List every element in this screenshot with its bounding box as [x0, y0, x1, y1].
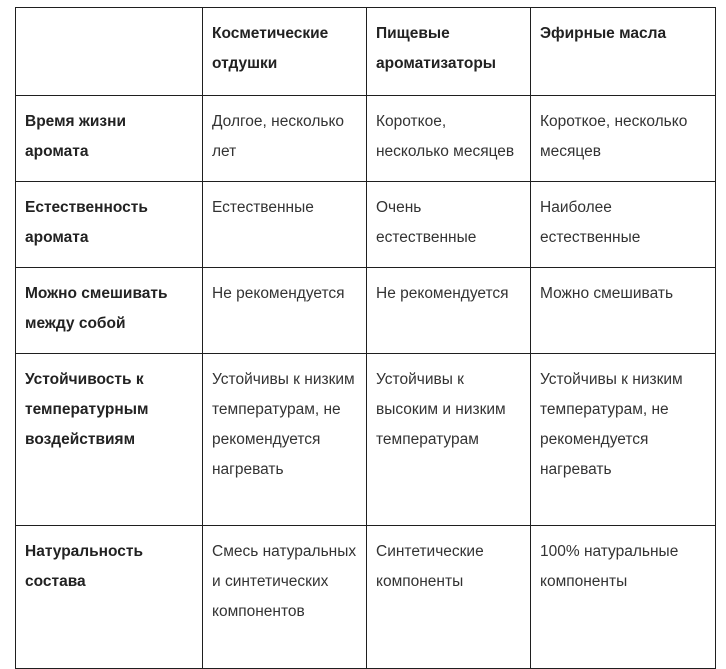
row-label: Можно смешивать между собой	[16, 268, 203, 354]
table-cell: 100% натуральные компоненты	[531, 526, 716, 669]
row-label: Устойчивость к температурным воздействиям	[16, 354, 203, 526]
table-row	[16, 268, 716, 354]
table-cell: Устойчивы к низким температурам, не рекомендуется нагревать	[203, 354, 367, 526]
table-cell: Наиболее естественные	[531, 182, 716, 268]
table-cell: Устойчивы к высоким и низким температурам	[367, 354, 531, 526]
row-label: Время жизни аромата	[16, 96, 203, 182]
row-label: Натуральность состава	[16, 526, 203, 669]
table-row	[16, 96, 716, 182]
table-cell: Очень естественные	[367, 182, 531, 268]
table-cell: Естественные	[203, 182, 367, 268]
header-cell-food-flavorings: Пищевые ароматизаторы	[367, 8, 531, 96]
table-cell: Короткое, несколько месяцев	[531, 96, 716, 182]
header-cell-empty	[16, 8, 203, 96]
table-cell: Короткое, несколько месяцев	[367, 96, 531, 182]
table-cell: Не рекомендуется	[203, 268, 367, 354]
comparison-table	[15, 7, 716, 669]
header-cell-essential-oils: Эфирные масла	[531, 8, 716, 96]
table-row	[16, 526, 716, 669]
table-cell: Долгое, несколько лет	[203, 96, 367, 182]
table-cell: Синтетические компоненты	[367, 526, 531, 669]
table-row	[16, 354, 716, 526]
table-row	[16, 182, 716, 268]
table-cell: Не рекомендуется	[367, 268, 531, 354]
table-cell: Можно смешивать	[531, 268, 716, 354]
table-cell: Смесь натуральных и синтетических компонентов	[203, 526, 367, 669]
row-label: Естественность аромата	[16, 182, 203, 268]
header-cell-cosmetic-fragrances: Косметические отдушки	[203, 8, 367, 96]
table-cell: Устойчивы к низким температурам, не рекомендуется нагревать	[531, 354, 716, 526]
table-header-row	[16, 8, 716, 96]
